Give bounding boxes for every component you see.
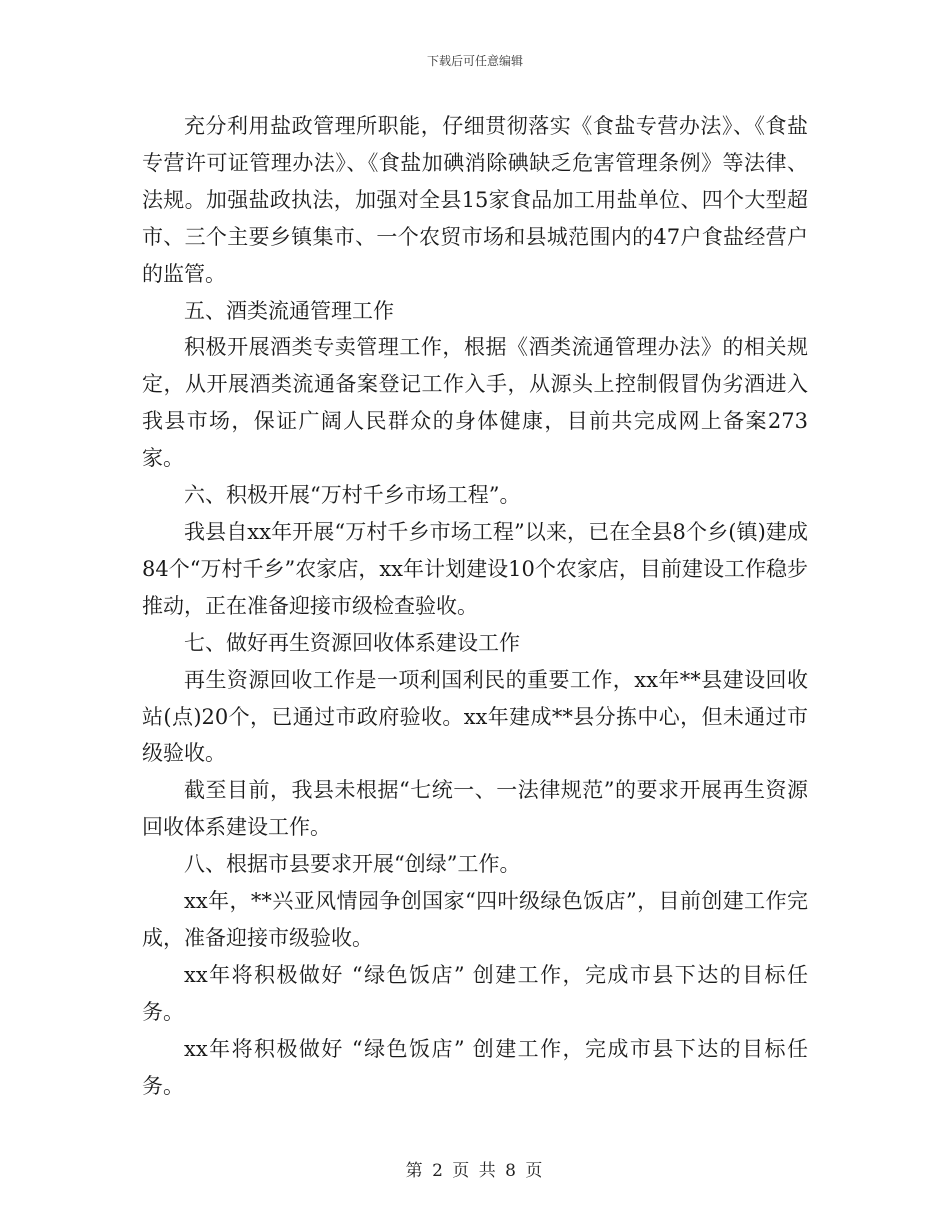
document-body: [142, 108, 808, 1104]
paragraph-village-market: 我县自xx年开展“万村千乡市场工程”以来，已在全县8个乡(镇)建成84个“万村千乡”农家店，xx年计划建设10个农家店，目前建设工作稳步推动，正在准备迎接市级检查验收。: [142, 519, 808, 618]
page-number: 第 2 页 共 8 页: [405, 1161, 545, 1181]
paragraph-salt-management: 充分利用盐政管理所职能，仔细贯彻落实《食盐专营办法》、《食盐专营许可证管理办法》、《食盐加碘消除碘缺乏危害管理条例》等法律、法规。加强盐政执法，加强对全县15家食品加工用盐单位、四个大型超市、三个主要乡镇集市、一个农贸市场和县城范围内的47户食盐经营户的监管。: [142, 114, 808, 286]
paragraph-green-plan-repeat: xx年将积极做好 “绿色饭店” 创建工作，完成市县下达的目标任务。: [142, 1036, 808, 1098]
paragraph-recycling-status: 截至目前，我县未根据“七统一、一法律规范”的要求开展再生资源回收体系建设工作。: [142, 778, 808, 840]
paragraph-green-hotel: xx年，**兴亚风情园争创国家“四叶级绿色饭店”，目前创建工作完成，准备迎接市级验收。: [142, 889, 808, 950]
paragraph-recycling: 再生资源回收工作是一项利国利民的重要工作，xx年**县建设回收站(点)20个，已通过市政府验收。xx年建成**县分拣中心，但未通过市级验收。: [142, 667, 808, 766]
paragraph-green-plan: xx年将积极做好 “绿色饭店” 创建工作，完成市县下达的目标任务。: [142, 962, 808, 1024]
heading-green-initiative: 八、根据市县要求开展“创绿”工作。: [184, 852, 521, 877]
paragraph-liquor-management: 积极开展酒类专卖管理工作，根据《酒类流通管理办法》的相关规定，从开展酒类流通备案登记工作入手，从源头上控制假冒伪劣酒进入我县市场，保证广阔人民群众的身体健康，目前共完成网上备案273家。: [142, 335, 808, 471]
heading-liquor-management: 五、酒类流通管理工作: [184, 298, 394, 323]
heading-recycling: 七、做好再生资源回收体系建设工作: [184, 630, 520, 655]
heading-village-market: 六、积极开展“万村千乡市场工程”。: [184, 483, 521, 508]
page-header-note: 下载后可任意编辑: [426, 54, 523, 68]
